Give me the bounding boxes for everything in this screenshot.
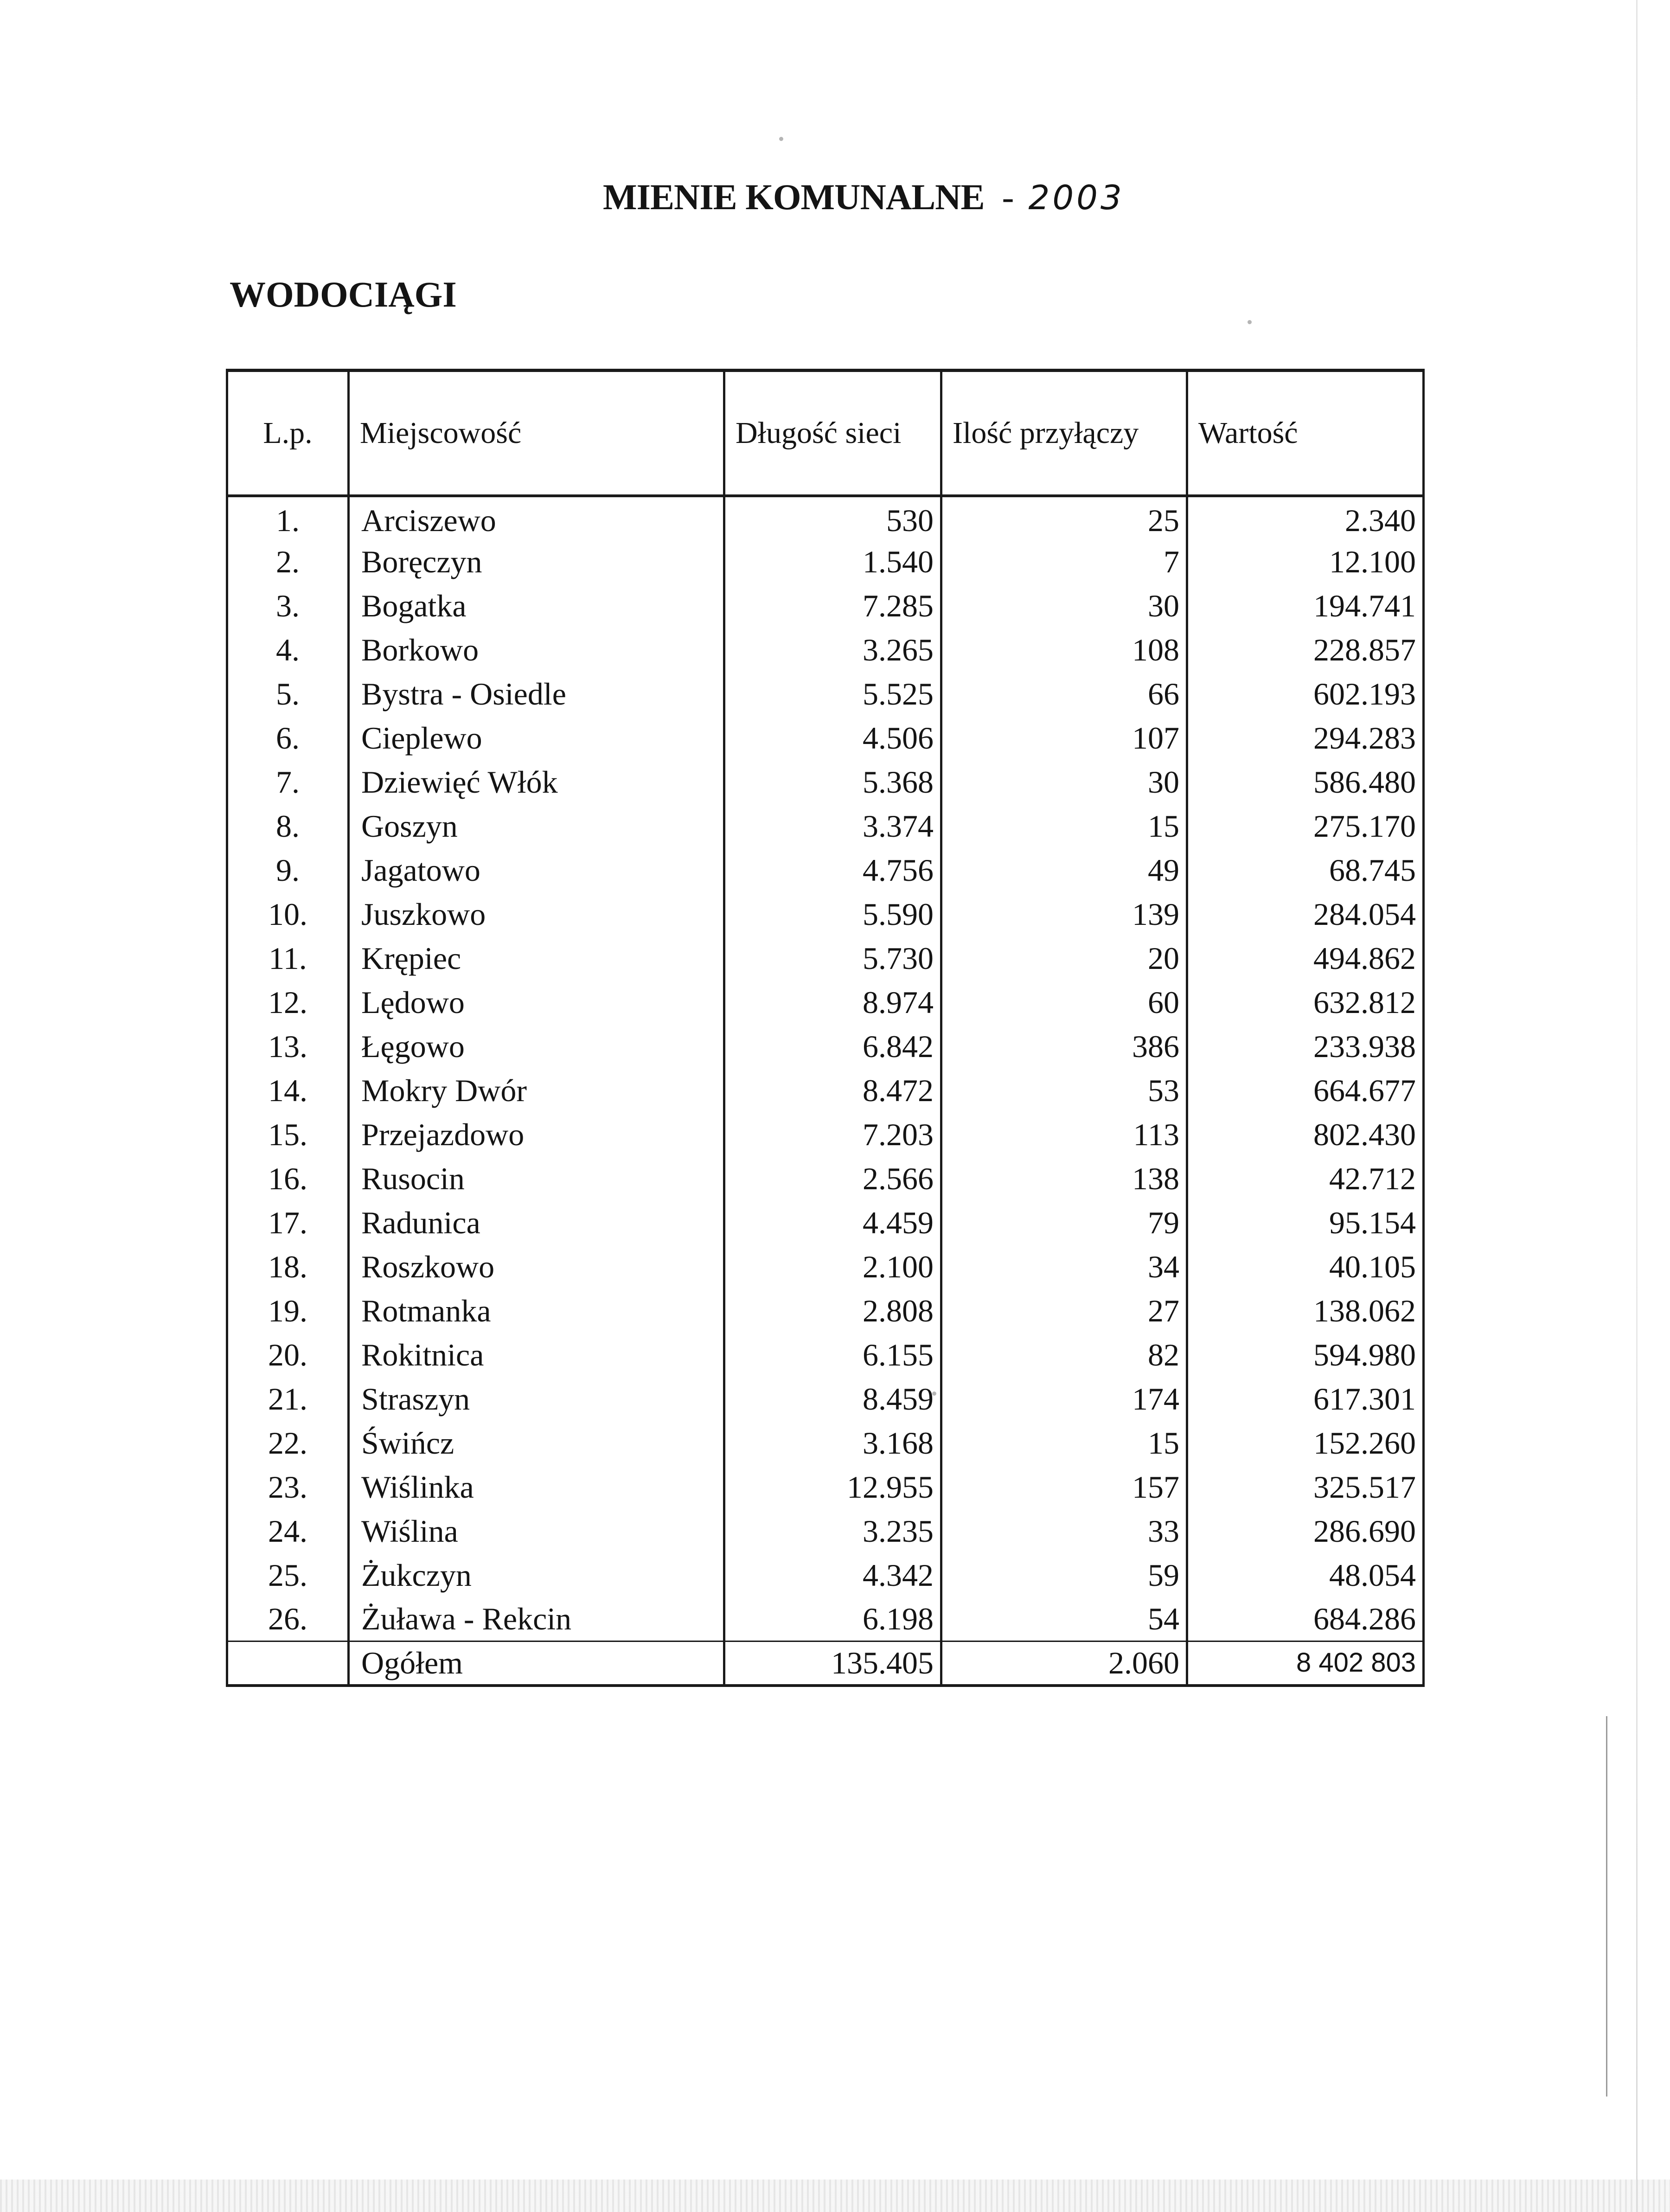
row-connections: 66 [941, 672, 1187, 716]
table-body [227, 496, 1424, 1641]
row-network-length: 5.368 [724, 760, 941, 804]
row-network-length: 6.198 [724, 1597, 941, 1641]
row-lp: 4. [227, 628, 349, 672]
row-lp: 3. [227, 584, 349, 628]
row-lp: 22. [227, 1421, 349, 1465]
row-locality: Rusocin [349, 1157, 724, 1201]
row-lp: 26. [227, 1597, 349, 1641]
header-lp: L.p. [227, 371, 349, 496]
row-lp: 5. [227, 672, 349, 716]
table-row [227, 804, 1424, 848]
row-network-length: 7.203 [724, 1113, 941, 1157]
row-connections: 157 [941, 1465, 1187, 1509]
header-connections: Ilość przyłączy [941, 371, 1187, 496]
row-locality: Przejazdowo [349, 1113, 724, 1157]
row-network-length: 4.342 [724, 1553, 941, 1597]
row-lp: 21. [227, 1377, 349, 1421]
row-lp: 19. [227, 1289, 349, 1333]
header-network-length: Długość sieci [724, 371, 941, 496]
total-lp-cell [227, 1641, 349, 1686]
row-locality: Łęgowo [349, 1025, 724, 1069]
row-connections: 27 [941, 1289, 1187, 1333]
row-lp: 16. [227, 1157, 349, 1201]
row-locality: Jagatowo [349, 848, 724, 892]
row-lp: 12. [227, 981, 349, 1025]
row-value: 325.517 [1187, 1465, 1424, 1509]
row-connections: 34 [941, 1245, 1187, 1289]
table-row [227, 892, 1424, 936]
row-connections: 107 [941, 716, 1187, 760]
row-connections: 53 [941, 1069, 1187, 1113]
row-value: 664.677 [1187, 1069, 1424, 1113]
handwritten-year: 2003 [1028, 178, 1125, 217]
row-connections: 15 [941, 804, 1187, 848]
row-value: 494.862 [1187, 936, 1424, 981]
document-title: MIENIE KOMUNALNE [603, 177, 985, 217]
row-lp: 24. [227, 1509, 349, 1553]
row-network-length: 5.730 [724, 936, 941, 981]
table-row [227, 760, 1424, 804]
table-row [227, 496, 1424, 540]
row-lp: 15. [227, 1113, 349, 1157]
row-lp: 6. [227, 716, 349, 760]
row-locality: Bystra - Osiedle [349, 672, 724, 716]
total-connections: 2.060 [941, 1641, 1187, 1686]
title-separator: - [1002, 177, 1014, 217]
table-row [227, 1069, 1424, 1113]
table-row [227, 1465, 1424, 1509]
row-lp: 17. [227, 1201, 349, 1245]
row-lp: 23. [227, 1465, 349, 1509]
row-value: 233.938 [1187, 1025, 1424, 1069]
row-locality: Goszyn [349, 804, 724, 848]
row-locality: Lędowo [349, 981, 724, 1025]
table-row [227, 584, 1424, 628]
row-value: 602.193 [1187, 672, 1424, 716]
row-connections: 25 [941, 496, 1187, 540]
row-value: 275.170 [1187, 804, 1424, 848]
total-value: 8 402 803 [1187, 1641, 1424, 1686]
scan-bottom-noise [0, 2180, 1670, 2212]
row-connections: 15 [941, 1421, 1187, 1465]
row-locality: Rokitnica [349, 1333, 724, 1377]
row-connections: 54 [941, 1597, 1187, 1641]
row-network-length: 7.285 [724, 584, 941, 628]
table-row [227, 981, 1424, 1025]
row-network-length: 8.459 [724, 1377, 941, 1421]
total-network-length: 135.405 [724, 1641, 941, 1686]
row-lp: 1. [227, 496, 349, 540]
table-total-row [227, 1641, 1424, 1686]
row-lp: 18. [227, 1245, 349, 1289]
row-lp: 20. [227, 1333, 349, 1377]
row-value: 12.100 [1187, 540, 1424, 584]
row-network-length: 4.756 [724, 848, 941, 892]
row-connections: 174 [941, 1377, 1187, 1421]
row-network-length: 2.808 [724, 1289, 941, 1333]
row-locality: Boręczyn [349, 540, 724, 584]
table-row [227, 1245, 1424, 1289]
row-connections: 33 [941, 1509, 1187, 1553]
row-connections: 386 [941, 1025, 1187, 1069]
water-supply-table [226, 369, 1425, 1687]
scan-page-edge [1636, 0, 1638, 2212]
row-locality: Roszkowo [349, 1245, 724, 1289]
row-connections: 139 [941, 892, 1187, 936]
row-network-length: 5.525 [724, 672, 941, 716]
row-connections: 30 [941, 584, 1187, 628]
row-connections: 59 [941, 1553, 1187, 1597]
document-title-line [603, 176, 1125, 218]
row-locality: Świńcz [349, 1421, 724, 1465]
row-lp: 7. [227, 760, 349, 804]
table-row [227, 1377, 1424, 1421]
table-row [227, 1421, 1424, 1465]
row-lp: 2. [227, 540, 349, 584]
row-value: 617.301 [1187, 1377, 1424, 1421]
row-network-length: 2.566 [724, 1157, 941, 1201]
row-locality: Krępiec [349, 936, 724, 981]
table-row [227, 1289, 1424, 1333]
row-network-length: 4.459 [724, 1201, 941, 1245]
row-connections: 49 [941, 848, 1187, 892]
row-lp: 9. [227, 848, 349, 892]
table-row [227, 1333, 1424, 1377]
row-connections: 108 [941, 628, 1187, 672]
row-network-length: 3.374 [724, 804, 941, 848]
row-locality: Bogatka [349, 584, 724, 628]
row-connections: 20 [941, 936, 1187, 981]
row-value: 138.062 [1187, 1289, 1424, 1333]
row-locality: Arciszewo [349, 496, 724, 540]
row-network-length: 8.974 [724, 981, 941, 1025]
row-locality: Dziewięć Włók [349, 760, 724, 804]
table-row [227, 672, 1424, 716]
row-value: 68.745 [1187, 848, 1424, 892]
table-row [227, 1597, 1424, 1641]
row-value: 286.690 [1187, 1509, 1424, 1553]
row-value: 194.741 [1187, 584, 1424, 628]
row-network-length: 4.506 [724, 716, 941, 760]
scan-speck [779, 137, 783, 141]
row-connections: 7 [941, 540, 1187, 584]
table-row [227, 848, 1424, 892]
row-locality: Wiślina [349, 1509, 724, 1553]
row-value: 48.054 [1187, 1553, 1424, 1597]
row-lp: 10. [227, 892, 349, 936]
row-locality: Wiślinka [349, 1465, 724, 1509]
row-network-length: 6.842 [724, 1025, 941, 1069]
row-locality: Straszyn [349, 1377, 724, 1421]
row-locality: Cieplewo [349, 716, 724, 760]
row-network-length: 8.472 [724, 1069, 941, 1113]
row-locality: Mokry Dwór [349, 1069, 724, 1113]
row-network-length: 12.955 [724, 1465, 941, 1509]
row-value: 294.283 [1187, 716, 1424, 760]
row-connections: 138 [941, 1157, 1187, 1201]
row-value: 284.054 [1187, 892, 1424, 936]
row-network-length: 3.168 [724, 1421, 941, 1465]
table-row [227, 1157, 1424, 1201]
row-value: 95.154 [1187, 1201, 1424, 1245]
row-network-length: 1.540 [724, 540, 941, 584]
row-value: 2.340 [1187, 496, 1424, 540]
table-row [227, 540, 1424, 584]
row-value: 228.857 [1187, 628, 1424, 672]
table-row [227, 628, 1424, 672]
header-locality: Miejscowość [349, 371, 724, 496]
table-row [227, 1201, 1424, 1245]
row-value: 40.105 [1187, 1245, 1424, 1289]
row-network-length: 5.590 [724, 892, 941, 936]
table-header-row [227, 371, 1424, 496]
row-locality: Rotmanka [349, 1289, 724, 1333]
row-lp: 25. [227, 1553, 349, 1597]
row-network-length: 3.265 [724, 628, 941, 672]
row-value: 802.430 [1187, 1113, 1424, 1157]
scan-speck [1248, 320, 1252, 324]
row-locality: Borkowo [349, 628, 724, 672]
row-lp: 14. [227, 1069, 349, 1113]
section-title: WODOCIĄGI [230, 274, 457, 314]
row-network-length: 6.155 [724, 1333, 941, 1377]
row-lp: 13. [227, 1025, 349, 1069]
row-value: 42.712 [1187, 1157, 1424, 1201]
table-row [227, 1025, 1424, 1069]
row-connections: 82 [941, 1333, 1187, 1377]
row-connections: 113 [941, 1113, 1187, 1157]
row-locality: Juszkowo [349, 892, 724, 936]
row-connections: 30 [941, 760, 1187, 804]
row-value: 632.812 [1187, 981, 1424, 1025]
row-value: 152.260 [1187, 1421, 1424, 1465]
row-value: 586.480 [1187, 760, 1424, 804]
total-label: Ogółem [349, 1641, 724, 1686]
row-lp: 8. [227, 804, 349, 848]
row-locality: Żukczyn [349, 1553, 724, 1597]
row-network-length: 3.235 [724, 1509, 941, 1553]
row-network-length: 2.100 [724, 1245, 941, 1289]
row-value: 684.286 [1187, 1597, 1424, 1641]
table-row [227, 1113, 1424, 1157]
row-value: 594.980 [1187, 1333, 1424, 1377]
table-row [227, 1553, 1424, 1597]
row-lp: 11. [227, 936, 349, 981]
row-locality: Żuława - Rekcin [349, 1597, 724, 1641]
scan-margin-line [1606, 1716, 1607, 2097]
row-connections: 60 [941, 981, 1187, 1025]
table-row [227, 716, 1424, 760]
table-row [227, 1509, 1424, 1553]
row-network-length: 530 [724, 496, 941, 540]
row-connections: 79 [941, 1201, 1187, 1245]
header-value: Wartość [1187, 371, 1424, 496]
table-row [227, 936, 1424, 981]
row-locality: Radunica [349, 1201, 724, 1245]
